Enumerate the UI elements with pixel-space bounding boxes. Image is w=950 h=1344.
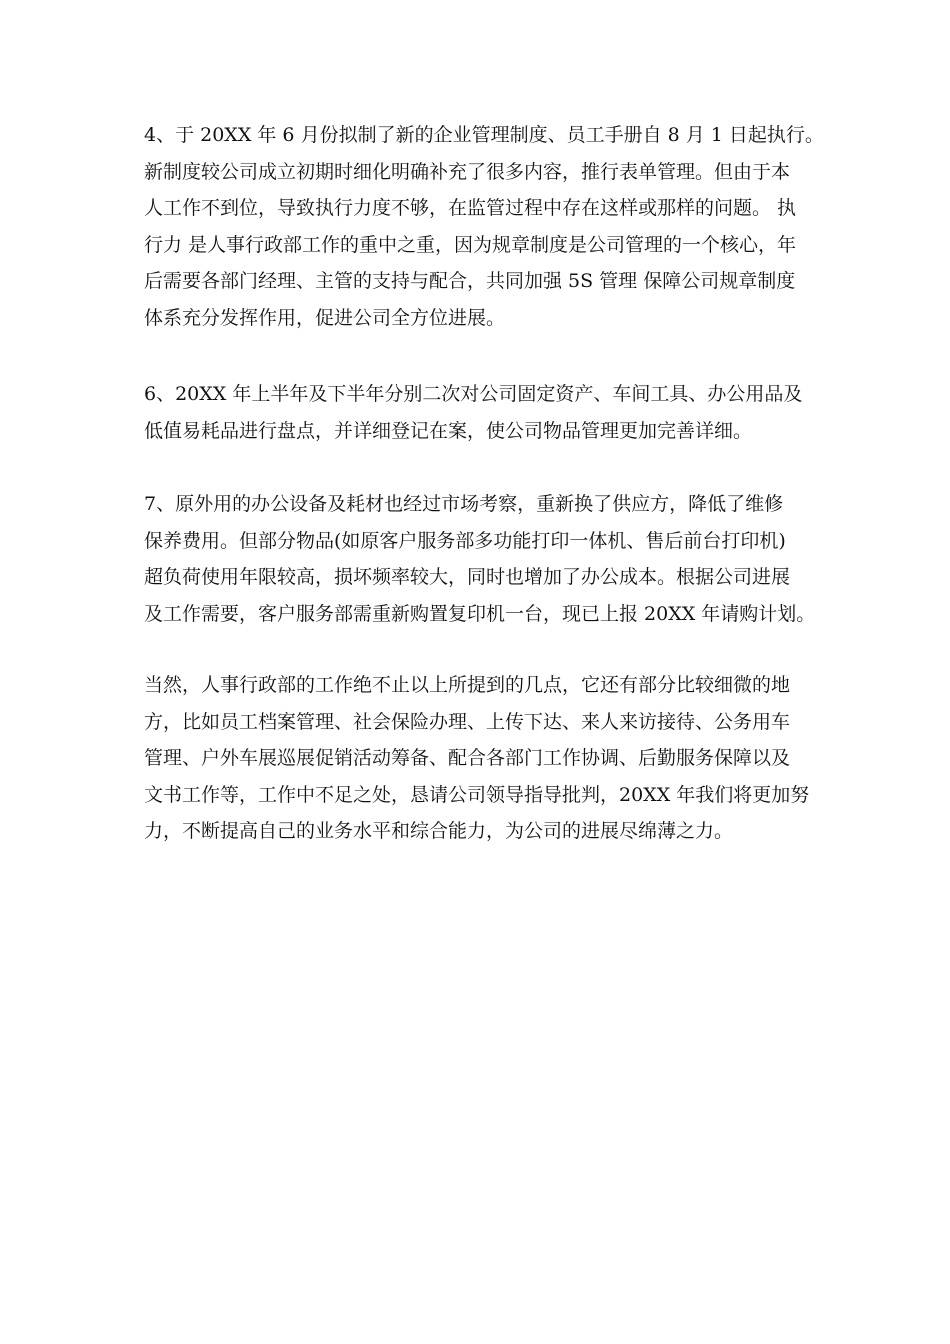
text-line: 管理、户外车展巡展促销活动筹备、配合各部门工作协调、后勤服务保障以及: [144, 747, 791, 769]
text-line: 新制度较公司成立初期时细化明确补充了很多内容，推行表单管理。但由于本: [144, 160, 791, 183]
text-line: 6、20XX 年上半年及下半年分别二次对公司固定资产、车间工具、办公用品及: [144, 383, 803, 405]
paragraph-item-7: [144, 486, 814, 632]
text-line: 文书工作等，工作中不足之处，恳请公司领导指导批判，20XX 年我们将更加努: [144, 783, 810, 806]
text-line: 超负荷使用年限较高，损坏频率较大，同时也增加了办公成本。根据公司进展: [144, 566, 791, 588]
text-line: 低值易耗品进行盘点，并详细登记在案，使公司物品管理更加完善详细。: [144, 419, 753, 442]
text-line: 方，比如员工档案管理、社会保险办理、上传下达、来人来访接待、公务用车: [144, 710, 791, 733]
text-line: 人工作不到位，导致执行力度不够，在监管过程中存在这样或那样的问题。 执: [144, 197, 797, 219]
text-line: 及工作需要，客户服务部需重新购置复印机一台，现已上报 20XX 年请购计划。: [144, 602, 816, 625]
text-line: 力，不断提高自己的业务水平和综合能力，为公司的进展尽绵薄之力。: [144, 820, 734, 842]
paragraph-item-4: [144, 117, 824, 336]
text-line: 体系充分发挥作用，促进公司全方位进展。: [144, 306, 506, 329]
text-line: 4、于 20XX 年 6 月份拟制了新的企业管理制度、员工手册自 8 月 1 日起执行。: [144, 124, 824, 146]
paragraph-item-6: [144, 376, 814, 449]
text-line: 行力 是人事行政部工作的重中之重，因为规章制度是公司管理的一个核心，年: [144, 233, 797, 256]
paragraph-conclusion: [144, 667, 814, 850]
text-line: 7、原外用的办公设备及耗材也经过市场考察，重新换了供应方，降低了维修: [144, 493, 784, 515]
text-line: 保养费用。但部分物品(如原客户服务部多功能打印一体机、售后前台打印机): [144, 529, 786, 552]
text-line: 后需要各部门经理、主管的支持与配合，共同加强 5S 管理 保障公司规章制度: [144, 270, 796, 292]
text-line: 当然，人事行政部的工作绝不止以上所提到的几点，它还有部分比较细微的地: [144, 674, 791, 696]
